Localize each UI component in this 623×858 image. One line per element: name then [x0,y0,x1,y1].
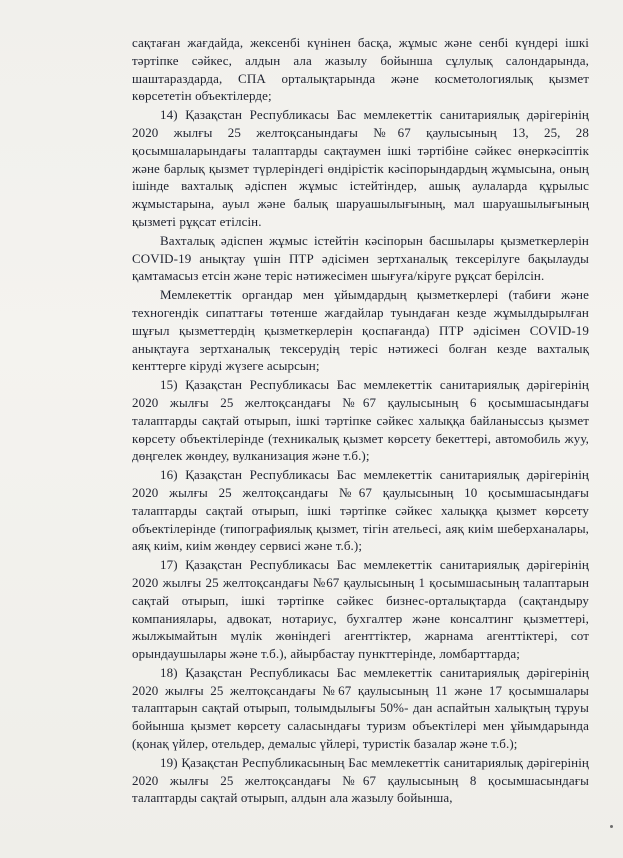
paragraph-item-15: 15) Қазақстан Республикасы Бас мемлекеттік санитариялық дәрігерінің 2020 жылғы 25 желтоқсандағы №67 қаулысының 6 қосымшасындағы талаптарды сақтай отырып, ішкі тәртіпке сәйкес халыққа байланыссыз қызмет көрсету объектілерінде (техникалық қызмет көрсету бекеттері, автомобиль жуу, дөңгелек жөндеу, вулканизация және т.б.); [132,377,589,464]
paragraph-state-employees: Мемлекеттік органдар мен ұйымдардың қызметкерлері (табиғи және техногендік сипаттағы төтенше жағдайлар туындаған кезде жұмылдырылған шұғыл қызметтердің қызметкерлерін қоспағанда) ПТР әдісімен COVID-19 анықтауға зертханалық тексерудің теріс нәтижесі болған кезде вахталық кенттерге кіруді жүзеге асырсын; [132,287,589,374]
scan-dot-mark [610,825,613,828]
paragraph-shift-work: Вахталық әдіспен жұмыс істейтін кәсіпорын басшылары қызметкерлерін COVID-19 анықтау үшін ПТР әдісімен зертханалық тексерілуге бақылауды қамтамасыз етсін және теріс нәтижесімен шығуға/кіруге рұқсат берілсін. [132,232,589,284]
paragraph-item-16: 16) Қазақстан Республикасы Бас мемлекеттік санитариялық дәрігерінің 2020 жылғы 25 желтоқсандағы №67 қаулысының 10 қосымшасындағы талаптарды сақтай отырып, ішкі тәртіпке сәйкес халыққа қызмет көрсету объектілерінде (типографиялық қызмет, тігін ательесі, аяқ киім шеберханалары, аяқ киім, киім жөндеу сервисі және т.б.); [132,467,589,554]
document-body [132,34,589,807]
paragraph-item-19: 19) Қазақстан Республикасының Бас мемлекеттік санитариялық дәрігерінің 2020 жылғы 25 желтоқсандағы №67 қаулысының 8 қосымшасындағы талаптарды сақтай отырып, алдын ала жазылу бойынша, [132,754,589,806]
paragraph-item-14: 14) Қазақстан Республикасы Бас мемлекеттік санитариялық дәрігерінің 2020 жылғы 25 желтоқсанындағы №67 қаулысының 13, 25, 28 қосымшаларындағы талаптарды сақтаумен ішкі тәртібіне сәйкес өнеркәсіптік және барлық қызмет түрлеріндегі өндірістік кәсіпорындардың жұмысына, оның ішінде вахталық әдіспен жұмыс істейтіндер, ашық аулаларда құрылыс жұмыстарына, ауыл және балық шаруашылығының, мал шаруашылығының қызметі рұқсат етілсін. [132,107,589,229]
paragraph-item-17: 17) Қазақстан Республикасы Бас мемлекеттік санитариялық дәрігерінің 2020 жылғы 25 желтоқсандағы №67 қаулысының 1 қосымшасының талаптарын сақтай отырып, ішкі тәртіпке сәйкес бизнес-орталықтарда (сақтандыру компаниялары, адвокат, нотариус, бухгалтер және консалтинг қызметтері, жылжымайтын мүлік жөніндегі агенттіктер, жарнама агенттіктері, сот орындаушылары және т.б.), айырбастау пункттерінде, ломбарттарда; [132,557,589,662]
paragraph-item-18: 18) Қазақстан Республикасы Бас мемлекеттік санитариялық дәрігерінің 2020 жылғы 25 желтоқсандағы №67 қаулысының 11 және 17 қосымшалары талаптарын сақтай отырып, толымдылығы 50%- дан аспайтын халықтың тұруы бойынша қызмет көрсету саласындағы туризм объектілері мен ұйымдарында (қонақ үйлер, отельдер, демалыс үйлері, туристік базалар және т.б.); [132,664,589,752]
paragraph-continuation: сақтаған жағдайда, жексенбі күнінен басқа, жұмыс және сенбі күндері ішкі тәртіпке сәйкес, алдын ала жазылу бойынша сұлулық салондарында, шаштараздарда, СПА орталықтарында және косметологиялық қызмет көрсететін объектілерде; [132,35,589,104]
